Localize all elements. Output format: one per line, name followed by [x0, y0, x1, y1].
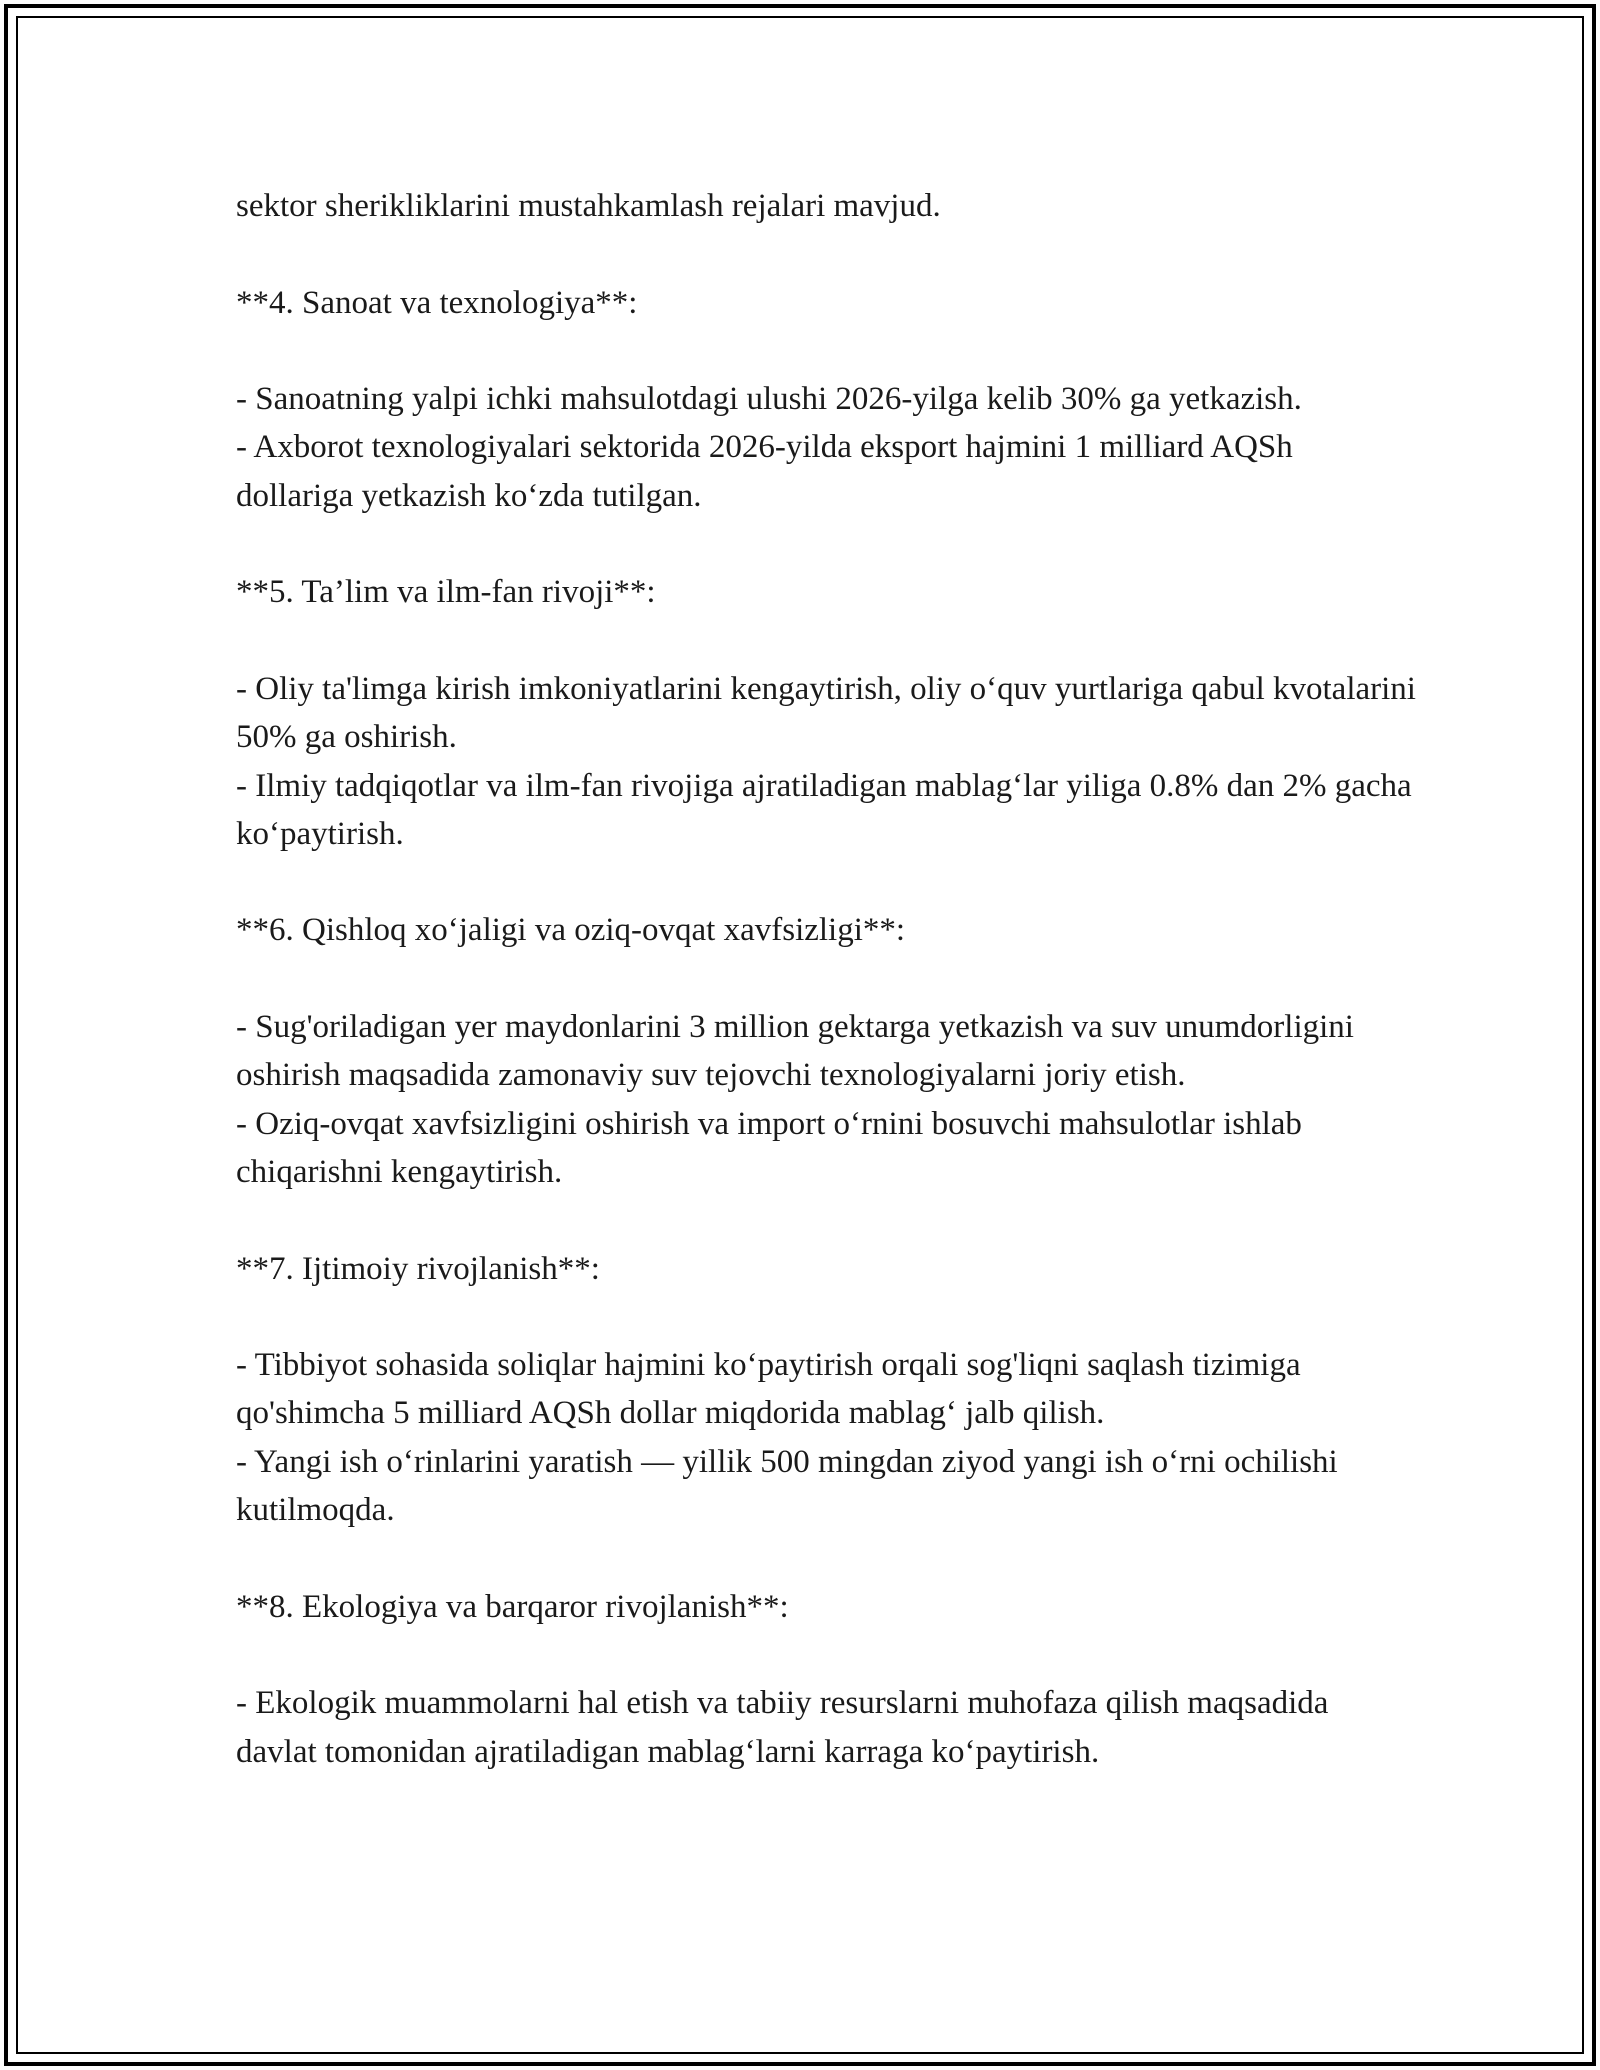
document-body — [236, 182, 1416, 1776]
bullet-item: - Axborot texnologiyalari sektorida 2026-yilda eksport hajmini 1 milliard AQSh dollariga yetkazish ko‘zda tutilgan. — [236, 429, 1293, 514]
section-heading-6: **6. Qishloq xo‘jaligi va oziq-ovqat xavfsizligi**: — [236, 912, 906, 949]
bullet-item: - Ekologik muammolarni hal etish va tabiiy resurslarni muhofaza qilish maqsadida davlat tomonidan ajratiladigan mablag‘larni karraga ko‘paytirish. — [236, 1685, 1329, 1770]
bullet-item: - Tibbiyot sohasida soliqlar hajmini ko‘paytirish orqali sog'liqni saqlash tizimiga qo'shimcha 5 milliard AQSh dollar miqdorida mablag‘ jalb qilish. — [236, 1347, 1301, 1432]
bullet-item: - Sanoatning yalpi ichki mahsulotdagi ulushi 2026-yilga kelib 30% ga yetkazish. — [236, 381, 1302, 418]
bullet-item: - Sug'oriladigan yer maydonlarini 3 million gektarga yetkazish va suv unumdorligini oshirish maqsadida zamonaviy suv tejovchi texnologiyalarni joriy etish. — [236, 1009, 1354, 1094]
bullet-item: - Yangi ish o‘rinlarini yaratish — yillik 500 mingdan ziyod yangi ish o‘rni ochilishi kutilmoqda. — [236, 1443, 1338, 1529]
section-heading-8: **8. Ekologiya va barqaror rivojlanish**: — [236, 1588, 789, 1625]
section-heading-4: **4. Sanoat va texnologiya**: — [236, 284, 638, 321]
section-heading-7: **7. Ijtimoiy rivojlanish**: — [236, 1250, 600, 1287]
section-heading-5: **5. Ta’lim va ilm-fan rivoji**: — [236, 574, 656, 611]
bullet-item: - Ilmiy tadqiqotlar va ilm-fan rivojiga ajratiladigan mablag‘lar yiliga 0.8% dan 2% gacha ko‘paytirish. — [236, 767, 1412, 852]
bullet-item: - Oziq-ovqat xavfsizligini oshirish va import o‘rnini bosuvchi mahsulotlar ishlab chiqarishni kengaytirish. — [236, 1105, 1302, 1190]
paragraph-intro: sektor sherikliklarini mustahkamlash rejalari mavjud. — [236, 188, 941, 224]
bullet-item: - Oliy ta'limga kirish imkoniyatlarini kengaytirish, oliy o‘quv yurtlariga qabul kvotalarini 50% ga oshirish. — [236, 670, 1416, 756]
